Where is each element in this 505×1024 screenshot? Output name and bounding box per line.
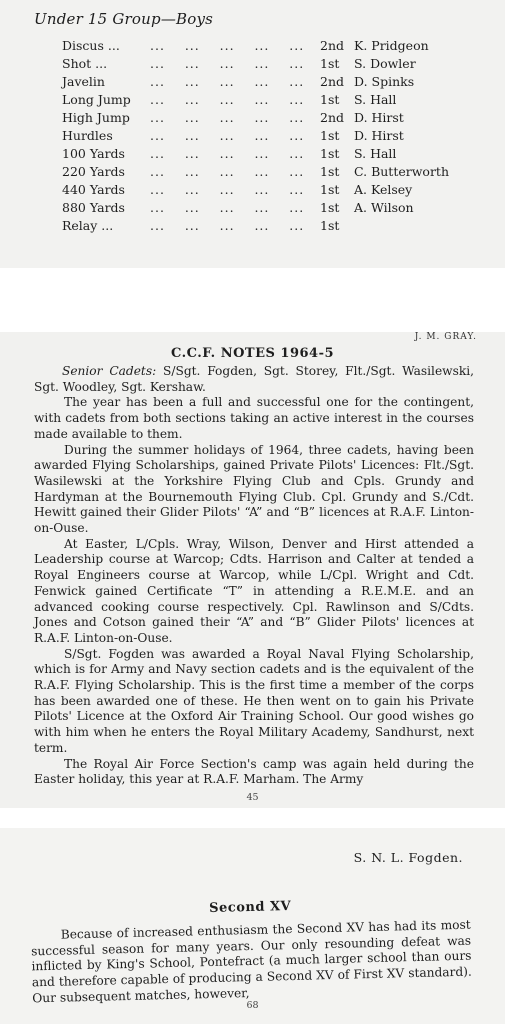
leader-dots: ... ... ... ... ... — [150, 218, 305, 233]
second-xv-body — [31, 918, 473, 1007]
event-name: 440 Yards — [62, 182, 125, 197]
event-name: Hurdles — [62, 128, 113, 143]
ccf-paragraph: The year has been a full and successful one for the contingent, with cadets from both sections taking an active interest in the courses made available to them. — [34, 395, 474, 441]
leader-dots: ... ... ... ... ... — [150, 146, 305, 161]
athlete-name: S. Hall — [354, 92, 397, 107]
event-name: High Jump — [62, 110, 130, 125]
event-name: Shot ... — [62, 56, 108, 71]
leader-dots: ... ... ... ... ... — [150, 128, 305, 143]
placing: 1st — [320, 164, 340, 179]
placing: 1st — [320, 200, 340, 215]
leader-dots: ... ... ... ... ... — [150, 74, 305, 89]
placing: 1st — [320, 56, 340, 71]
athlete-name: S. Hall — [354, 146, 397, 161]
ccf-paragraph: The Royal Air Force Section's camp was again held during the Easter holiday, this year at R.A.F. Marham. The Army — [34, 756, 474, 787]
event-name: Relay ... — [62, 218, 114, 233]
leader-dots: ... ... ... ... ... — [150, 182, 305, 197]
sports-results-scan — [0, 0, 505, 268]
leader-dots: ... ... ... ... ... — [150, 38, 305, 53]
senior-cadets-paragraph — [34, 364, 474, 395]
placing: 1st — [320, 128, 340, 143]
event-name: 220 Yards — [62, 164, 125, 179]
leader-dots: ... ... ... ... ... — [150, 200, 305, 215]
placing: 1st — [320, 92, 340, 107]
athlete-name: D. Hirst — [354, 110, 404, 125]
athlete-name: A. Wilson — [354, 200, 414, 215]
athlete-name: S. Dowler — [354, 56, 416, 71]
athlete-name: K. Pridgeon — [354, 38, 429, 53]
ccf-paragraph: S/Sgt. Fogden was awarded a Royal Naval Flying Scholarship, which is for Army and Navy section cadets and is the equivalent of the R.A.F. Flying Scholarship. This is the first time a member of the corps has been awarded one of these. He then went on to gain his Private Pilots' Licence at the Oxford Air Training School. Our good wishes go with him when he enters the Royal Military Academy, Sandhurst, next term. — [34, 646, 474, 755]
placing: 2nd — [320, 110, 345, 125]
group-title: Under 15 Group—Boys — [34, 10, 214, 28]
page-gap — [0, 268, 505, 332]
second-xv-heading: Second XV — [209, 898, 292, 916]
senior-cadets-text: S/Sgt. Fogden, Sgt. Storey, Flt./Sgt. Wasilewski, Sgt. Woodley, Sgt. Kershaw. — [34, 364, 475, 394]
ccf-paragraph: At Easter, L/Cpls. Wray, Wilson, Denver and Hirst attended a Leadership course at Warcop; Cdts. Harrison and Calter at tended a Royal Engineers course at Warcop, while L/Cpl. Wright and Cdt. Fenwick gained Certificate “T” in attending a R.E.M.E. and an advanced cooking course respectively. Cpl. Rawlinson and S/Cdts. Jones and Cotson gained their “A” and “B” Glider Pilots' licences at R.A.F. Linton-on-Ouse. — [34, 536, 474, 645]
page-gap — [0, 808, 505, 828]
event-name: Discus ... — [62, 38, 120, 53]
leader-dots: ... ... ... ... ... — [150, 56, 305, 71]
placing: 2nd — [320, 74, 345, 89]
athlete-name: C. Butterworth — [354, 164, 449, 179]
ccf-paragraph: During the summer holidays of 1964, three cadets, having been awarded Flying Scholarships, gained Private Pilots' Licences: Flt./Sgt. Wasilewski at the Yorkshire Flying Club and Cpls. Grundy and Hardyman at the Bournemouth Flying Club. Cpl. Grundy and S./Cdt. Hewitt gained their Glider Pilots' “A” and “B” licences at R.A.F. Linton-on-Ouse. — [34, 442, 474, 536]
page-number-45: 45 — [246, 792, 259, 803]
event-name: Long Jump — [62, 92, 131, 107]
second-xv-block — [30, 895, 472, 1007]
page-number-68: 68 — [246, 1000, 259, 1011]
signature: S. N. L. Fogden. — [353, 850, 463, 865]
event-name: Javelin — [62, 74, 105, 89]
senior-cadets-label: Senior Cadets: — [62, 364, 157, 378]
truncated-signature: J. M. GRAY. — [414, 332, 477, 342]
event-name: 100 Yards — [62, 146, 125, 161]
placing: 1st — [320, 218, 340, 233]
second-xv-paragraph: Because of increased enthusiasm the Second XV has had its most successful season for many years. Our only resounding defeat was inflicted by King's School, Pontefract (a much larger school than ours and therefore capable of producing a Second XV of First XV standard). Our subsequent matches, however, — [31, 917, 472, 1006]
athlete-name: D. Spinks — [354, 74, 415, 89]
leader-dots: ... ... ... ... ... — [150, 92, 305, 107]
event-name: 880 Yards — [62, 200, 125, 215]
leader-dots: ... ... ... ... ... — [150, 110, 305, 125]
placing: 1st — [320, 182, 340, 197]
placing: 1st — [320, 146, 340, 161]
athlete-name: A. Kelsey — [354, 182, 413, 197]
athlete-name: D. Hirst — [354, 128, 404, 143]
placing: 2nd — [320, 38, 345, 53]
ccf-notes-heading: C.C.F. NOTES 1964-5 — [170, 346, 335, 361]
leader-dots: ... ... ... ... ... — [150, 164, 305, 179]
ccf-notes-body — [34, 364, 474, 788]
